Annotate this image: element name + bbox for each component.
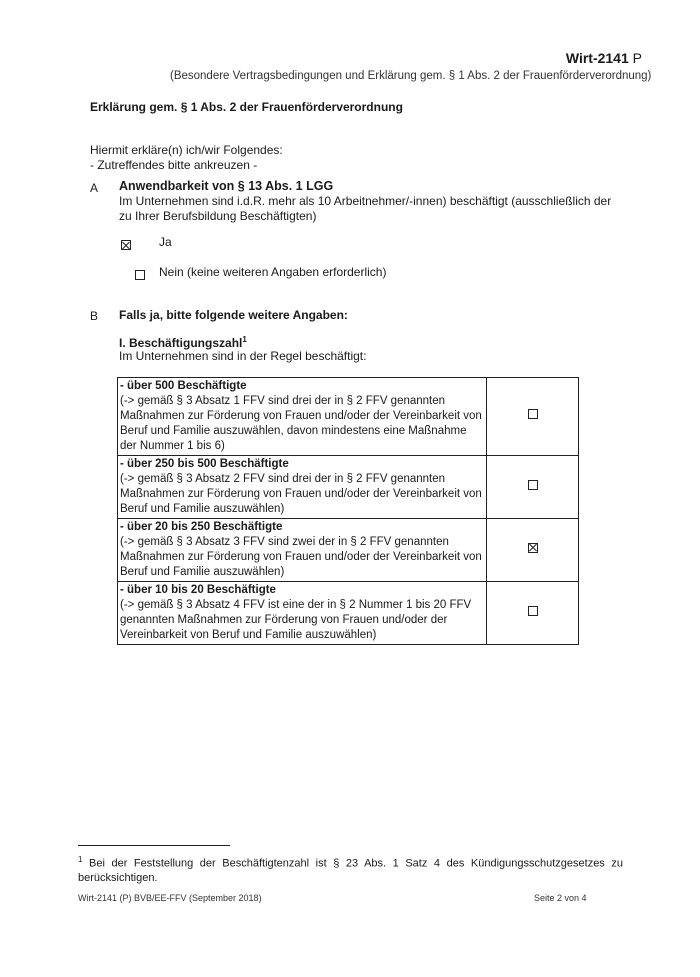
- option-nein-label: Nein (keine weiteren Angaben erforderlich): [159, 265, 387, 279]
- row-description: [118, 519, 487, 582]
- checkbox-20-250[interactable]: [528, 543, 538, 553]
- section-b-title: Falls ja, bitte folgende weitere Angaben:: [119, 308, 348, 322]
- checkbox-10-20[interactable]: [528, 606, 538, 616]
- row-checkbox-cell: [487, 378, 579, 456]
- option-ja-label: Ja: [159, 235, 172, 249]
- row-text: (-> gemäß § 3 Absatz 1 FFV sind drei der in § 2 FFV genannten Maßnahmen zur Förderung von Frauen und/oder der Vereinbarkeit von Beruf und Familie auszuwählen, davon mindestens eine Maßnahme der Nummer 1 bis 6): [120, 395, 482, 452]
- section-b-letter: B: [90, 309, 99, 323]
- intro: [90, 143, 283, 173]
- row-title: - über 500 Beschäftigte: [120, 380, 247, 392]
- row-title: - über 20 bis 250 Beschäftigte: [120, 521, 283, 533]
- row-title: - über 250 bis 500 Beschäftigte: [120, 458, 289, 470]
- page-heading: Erklärung gem. § 1 Abs. 2 der Frauenförderverordnung: [90, 100, 403, 114]
- row-text: (-> gemäß § 3 Absatz 2 FFV sind drei der in § 2 FFV genannten Maßnahmen zur Förderung von Frauen und/oder der Vereinbarkeit von Beruf und Familie auszuwählen): [120, 473, 482, 515]
- footnote-marker: 1: [78, 855, 83, 864]
- employee-count-title: [119, 335, 247, 350]
- footnote-ref: 1: [242, 335, 247, 344]
- employee-count-text: Im Unternehmen sind in der Regel beschäftigt:: [119, 349, 367, 363]
- row-text: (-> gemäß § 3 Absatz 4 FFV ist eine der in § 2 Nummer 1 bis 20 FFV genannten Maßnahmen zur Förderung von Frauen und/oder der Vereinbarkeit von Beruf und Familie auszuwählen): [120, 599, 472, 641]
- form-id: [566, 50, 642, 66]
- row-description: [118, 378, 487, 456]
- row-checkbox-cell: [487, 456, 579, 519]
- row-title: - über 10 bis 20 Beschäftigte: [120, 584, 276, 596]
- checkbox-over-500[interactable]: [528, 409, 538, 419]
- intro-line-1: Hiermit erkläre(n) ich/wir Folgendes:: [90, 143, 283, 157]
- section-a-title: Anwendbarkeit von § 13 Abs. 1 LGG: [119, 179, 334, 193]
- row-checkbox-cell: [487, 519, 579, 582]
- document-subtitle: (Besondere Vertragsbedingungen und Erklärung gem. § 1 Abs. 2 der Frauenförderverordnung): [170, 70, 652, 82]
- section-a-text: Im Unternehmen sind i.d.R. mehr als 10 Arbeitnehmer/-innen) beschäftigt (ausschließlich der zu Ihrer Berufsbildung Beschäftigten): [119, 194, 612, 223]
- footer-form-reference: Wirt-2141 (P) BVB/EE-FFV (September 2018): [78, 893, 262, 903]
- footer-page-number: Seite 2 von 4: [534, 893, 587, 903]
- checkbox-ja[interactable]: [121, 240, 131, 250]
- table-row: [118, 378, 579, 456]
- footnote-text: Bei der Feststellung der Beschäftigtenzahl ist § 23 Abs. 1 Satz 4 des Kündigungsschutzgesetzes zu berücksichtigen.: [78, 857, 623, 884]
- row-description: [118, 456, 487, 519]
- checkbox-nein[interactable]: [135, 270, 145, 280]
- table-row: [118, 456, 579, 519]
- row-description: [118, 582, 487, 645]
- section-a-letter: A: [90, 181, 99, 195]
- row-text: (-> gemäß § 3 Absatz 3 FFV sind zwei der in § 2 FFV genannten Maßnahmen zur Förderung von Frauen und/oder der Vereinbarkeit von Beruf und Familie auszuwählen): [120, 536, 482, 578]
- form-id-number: Wirt-2141: [565, 50, 629, 66]
- checkbox-250-500[interactable]: [528, 480, 538, 490]
- table-row: [118, 582, 579, 645]
- employee-count-title-text: I. Beschäftigungszahl: [119, 336, 243, 350]
- employee-count-table: [117, 377, 579, 645]
- footnote: [78, 853, 623, 885]
- form-id-suffix: P: [632, 50, 642, 66]
- table-row: [118, 519, 579, 582]
- footnote-divider: [78, 845, 230, 846]
- intro-line-2: - Zutreffendes bitte ankreuzen -: [90, 158, 258, 172]
- row-checkbox-cell: [487, 582, 579, 645]
